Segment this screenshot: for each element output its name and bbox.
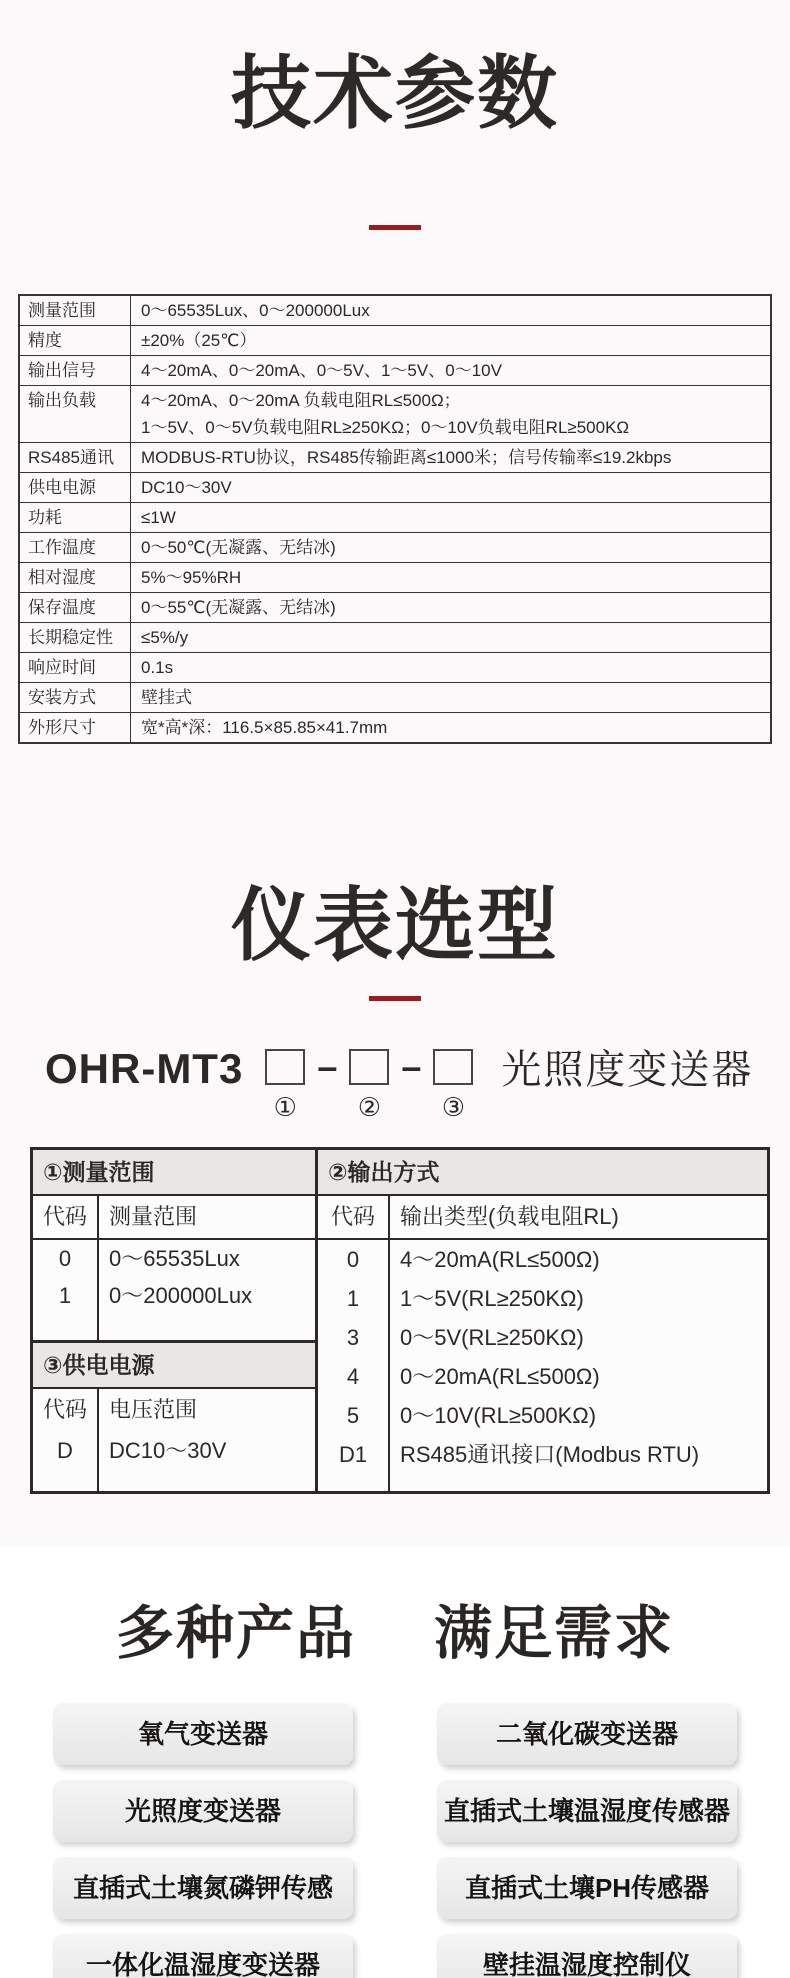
spec-value: ≤1W	[131, 503, 772, 533]
model-selector	[45, 1045, 790, 1122]
range-value-header: 测量范围	[109, 1204, 198, 1229]
spec-label: 精度	[19, 326, 131, 356]
table-row	[19, 713, 771, 744]
table-row	[19, 503, 771, 533]
range-rows	[33, 1240, 315, 1340]
spec-value: 0～50℃(无凝露、无结冰)	[131, 533, 772, 563]
product-button-wall-controller[interactable]: 壁挂温湿度控制仪	[437, 1934, 737, 1978]
range-value: 0～200000Lux	[109, 1283, 253, 1308]
spec-label: 相对湿度	[19, 563, 131, 593]
spec-value: ±20%（25℃）	[131, 326, 772, 356]
products-title	[0, 1601, 790, 1667]
spec-value-line2: 1～5V、0～5V负载电阻RL≥250KΩ；0～10V负载电阻RL≥500KΩ	[141, 418, 630, 437]
spec-value: 5%～95%RH	[131, 563, 772, 593]
table-row	[19, 295, 771, 326]
products-section	[0, 1546, 790, 1978]
product-button-co2[interactable]: 二氧化碳变送器	[437, 1703, 737, 1765]
output-section-header: ②输出方式	[318, 1150, 767, 1196]
table-row	[19, 563, 771, 593]
table-row	[19, 473, 771, 503]
output-value: 1～5V(RL≥250KΩ)	[400, 1286, 584, 1311]
model-dash: –	[401, 1046, 422, 1087]
model-slot-box-3	[433, 1049, 473, 1085]
output-code: D1	[338, 1442, 368, 1467]
spec-value: ≤5%/y	[131, 623, 772, 653]
model-slot-number-1: ①	[273, 1092, 297, 1122]
model-suffix: 光照度变送器	[501, 1048, 754, 1092]
output-code-column	[318, 1240, 390, 1491]
table-row	[19, 623, 771, 653]
products-title-left: 多种产品	[115, 1601, 356, 1666]
model-slot-box-1	[265, 1049, 305, 1085]
range-section-header: ①测量范围	[33, 1150, 315, 1196]
product-button-oxygen[interactable]: 氧气变送器	[53, 1703, 353, 1765]
spec-label: 保存温度	[19, 593, 131, 623]
product-button-integrated-temp-humidity[interactable]: 一体化温湿度变送器	[53, 1934, 353, 1978]
model-slot-number-2: ②	[357, 1092, 382, 1122]
table-row	[19, 326, 771, 356]
range-code-column	[33, 1240, 99, 1340]
spec-label: 外形尺寸	[19, 713, 131, 744]
spec-value: MODBUS-RTU协议，RS485传输距离≤1000米；信号传输率≤19.2kbps	[131, 443, 772, 473]
spec-value-line1: 4～20mA、0～20mA 负载电阻RL≤500Ω；	[141, 391, 461, 410]
range-value-column	[99, 1240, 315, 1340]
output-value: RS485通讯接口(Modbus RTU)	[400, 1442, 700, 1467]
model-slot-2	[349, 1049, 389, 1121]
selection-section-title: 仪表选型	[231, 881, 559, 970]
products-title-right: 满足需求	[434, 1601, 675, 1666]
spec-value: 4～20mA、0～20mA、0～5V、1～5V、0～10V	[131, 356, 772, 386]
spec-label: 供电电源	[19, 473, 131, 503]
spec-value: 0～65535Lux、0～200000Lux	[131, 295, 772, 326]
power-rows	[33, 1431, 315, 1491]
model-slot-box-2	[349, 1049, 389, 1085]
model-dash: –	[317, 1046, 338, 1087]
power-code-column	[33, 1431, 99, 1491]
model-slot-number-3: ③	[441, 1092, 466, 1122]
product-button-grid	[0, 1703, 790, 1978]
model-prefix: OHR-MT3	[45, 1045, 244, 1092]
selection-table-left	[33, 1150, 318, 1491]
range-code: 1	[58, 1283, 72, 1308]
model-slot-3	[433, 1049, 473, 1121]
table-row	[19, 443, 771, 473]
range-column-headers	[33, 1196, 315, 1240]
spec-label: 安装方式	[19, 683, 131, 713]
table-row	[19, 356, 771, 386]
selection-table-right	[318, 1150, 767, 1491]
output-rows	[318, 1240, 767, 1491]
spec-label: 功耗	[19, 503, 131, 533]
range-value: 0～65535Lux	[109, 1246, 240, 1271]
product-button-soil-npk[interactable]: 直插式土壤氮磷钾传感	[53, 1857, 353, 1919]
selection-table	[30, 1147, 770, 1494]
power-code: D	[57, 1438, 73, 1463]
power-code-header: 代码	[33, 1389, 99, 1431]
spec-value: 0.1s	[131, 653, 772, 683]
power-value-header: 电压范围	[109, 1397, 198, 1422]
range-code-header: 代码	[33, 1196, 99, 1238]
spec-label: 输出负载	[19, 386, 131, 443]
power-column-headers	[33, 1389, 315, 1431]
output-code-header: 代码	[318, 1196, 390, 1238]
output-value: 0～5V(RL≥250KΩ)	[400, 1325, 584, 1350]
red-divider	[369, 996, 421, 1001]
spec-value: 宽*高*深：116.5×85.85×41.7mm	[131, 713, 772, 744]
tech-section-title: 技术参数	[231, 49, 559, 138]
output-value: 4～20mA(RL≤500Ω)	[400, 1247, 600, 1272]
model-slot-1	[265, 1049, 305, 1121]
spec-label: 响应时间	[19, 653, 131, 683]
output-code: 1	[346, 1286, 360, 1311]
output-code: 5	[346, 1403, 360, 1428]
table-row	[19, 533, 771, 563]
spec-value: 壁挂式	[131, 683, 772, 713]
output-code: 4	[346, 1364, 360, 1389]
table-row	[19, 386, 771, 443]
spec-label: 工作温度	[19, 533, 131, 563]
spec-label: 输出信号	[19, 356, 131, 386]
power-value: DC10～30V	[109, 1438, 227, 1463]
spec-value	[131, 386, 772, 443]
table-row	[19, 653, 771, 683]
spec-table	[18, 294, 772, 744]
output-code: 3	[346, 1325, 360, 1350]
red-divider	[369, 225, 421, 230]
spec-label: 测量范围	[19, 295, 131, 326]
spec-label: RS485通讯	[19, 443, 131, 473]
table-row	[19, 593, 771, 623]
table-row	[19, 683, 771, 713]
spec-label: 长期稳定性	[19, 623, 131, 653]
spec-value: DC10～30V	[131, 473, 772, 503]
range-code: 0	[58, 1246, 72, 1271]
output-column-headers	[318, 1196, 767, 1240]
output-code: 0	[346, 1247, 360, 1272]
output-value: 0～20mA(RL≤500Ω)	[400, 1364, 600, 1389]
power-section-header: ③供电电源	[33, 1340, 315, 1389]
output-value-header: 输出类型(负载电阻RL)	[400, 1204, 619, 1229]
product-button-soil-temp-humidity[interactable]: 直插式土壤温湿度传感器	[437, 1780, 737, 1842]
power-value-column	[99, 1431, 315, 1491]
spec-value: 0～55℃(无凝露、无结冰)	[131, 593, 772, 623]
output-value: 0～10V(RL≥500KΩ)	[400, 1403, 597, 1428]
product-button-illuminance[interactable]: 光照度变送器	[53, 1780, 353, 1842]
output-value-column	[390, 1240, 767, 1491]
product-button-soil-ph[interactable]: 直插式土壤PH传感器	[437, 1857, 737, 1919]
